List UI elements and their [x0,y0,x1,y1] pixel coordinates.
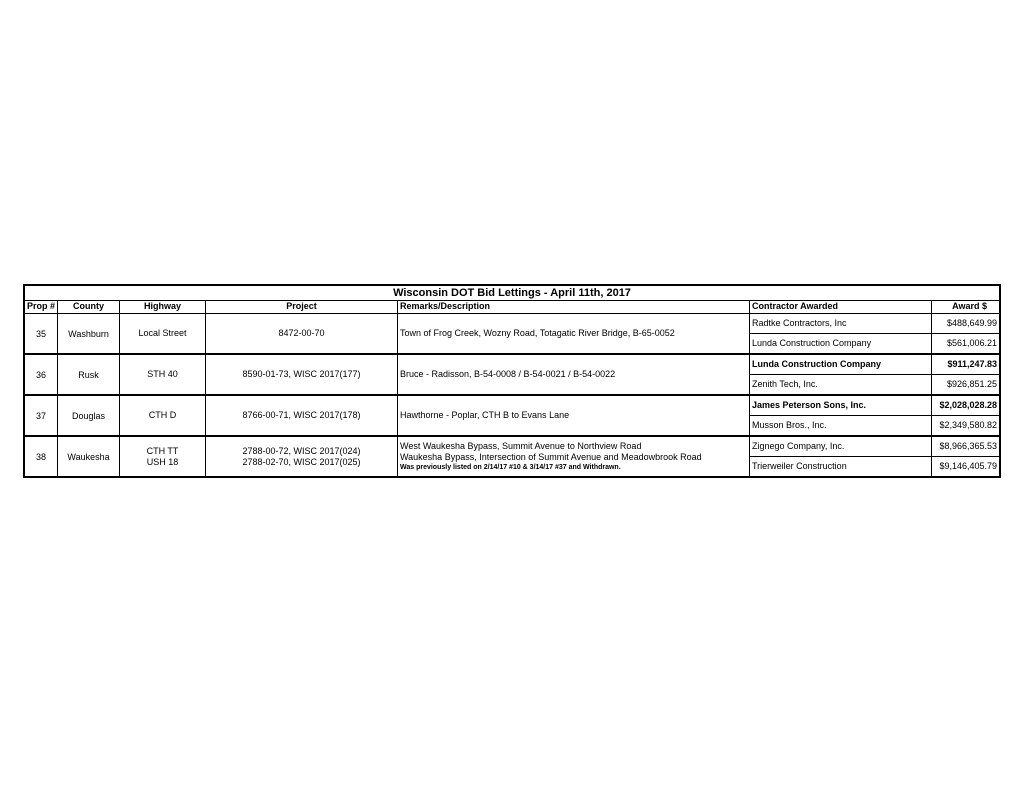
highway-value: CTH D [148,410,177,420]
remarks-line: West Waukesha Bypass, Summit Avenue to Northview Road [400,441,642,451]
header-remarks: Remarks/Description [398,301,750,313]
highway-value: Local Street [138,328,187,338]
contractor-cell [750,437,932,476]
award-amount: $9,146,405.79 [939,461,997,472]
prop-cell: 38 [25,437,58,476]
project-value: 8590-01-73, WISC 2017(177) [242,369,361,379]
award-cell [932,314,999,353]
contractor-name: James Peterson Sons, Inc. [750,396,931,416]
contractor-name: Musson Bros., Inc. [752,420,827,431]
header-award: Award $ [952,301,987,311]
award-amount: $926,851.25 [946,379,997,390]
prop-cell: 35 [25,314,58,353]
table-row [25,314,999,355]
highway-value: CTH TT [146,445,179,456]
contractor-name: Lunda Construction Company [750,355,931,375]
award-amount: $2,349,580.82 [939,420,997,431]
header-row [25,301,999,314]
header-county: County [58,301,120,313]
highway-value: USH 18 [146,456,179,467]
contractor-name: Zenith Tech, Inc. [752,379,818,390]
county-cell: Rusk [58,355,120,394]
award-amount: $2,028,028.28 [932,396,999,416]
remarks-note: Was previously listed on 2/14/17 #10 & 3/14/17 #37 and Withdrawn. [400,464,621,471]
project-cell [206,314,398,353]
remarks-line: Bruce - Radisson, B-54-0008 / B-54-0021 / B-54-0022 [400,369,616,379]
remarks-cell [398,396,750,435]
bid-lettings-table [23,284,1001,478]
header-contractor: Contractor Awarded [750,301,932,313]
project-cell [206,396,398,435]
award-amount: $561,006.21 [946,338,997,349]
header-prop: Prop # [25,301,58,313]
contractor-name: Lunda Construction Company [752,338,872,349]
remarks-cell [398,355,750,394]
contractor-cell [750,396,932,435]
award-cell [932,355,999,394]
remarks-line: Town of Frog Creek, Wozny Road, Totagatic River Bridge, B-65-0052 [400,328,675,338]
prop-cell: 36 [25,355,58,394]
award-amount: $911,247.83 [932,355,999,375]
table-body [25,314,999,476]
header-highway: Highway [120,301,206,313]
highway-cell [120,314,206,353]
table-title: Wisconsin DOT Bid Lettings - April 11th, 2017 [25,286,999,301]
award-amount: $488,649.99 [932,314,999,334]
contractor-name: Zignego Company, Inc. [750,437,931,457]
remarks-line: Hawthorne - Poplar, CTH B to Evans Lane [400,410,570,420]
contractor-name: Radtke Contractors, Inc [750,314,931,334]
contractor-name: Trierweiler Construction [752,461,847,472]
contractor-cell [750,355,932,394]
project-cell [206,437,398,476]
highway-cell [120,355,206,394]
award-cell [932,396,999,435]
award-amount: $8,966,365.53 [932,437,999,457]
table-row [25,437,999,476]
county-cell: Washburn [58,314,120,353]
highway-cell [120,437,206,476]
county-cell: Waukesha [58,437,120,476]
project-cell [206,355,398,394]
highway-cell [120,396,206,435]
project-value: 8472-00-70 [278,328,325,338]
highway-value: STH 40 [147,369,178,379]
header-project: Project [206,301,398,313]
remarks-line: Waukesha Bypass, Intersection of Summit Avenue and Meadowbrook Road [400,452,702,462]
prop-cell: 37 [25,396,58,435]
project-value: 2788-00-72, WISC 2017(024) [242,445,361,456]
award-cell [932,437,999,476]
project-value: 2788-02-70, WISC 2017(025) [242,456,361,467]
project-value: 8766-00-71, WISC 2017(178) [242,410,361,420]
table-row [25,355,999,396]
remarks-cell [398,437,750,476]
table-row [25,396,999,437]
county-cell: Douglas [58,396,120,435]
remarks-cell [398,314,750,353]
contractor-cell [750,314,932,353]
